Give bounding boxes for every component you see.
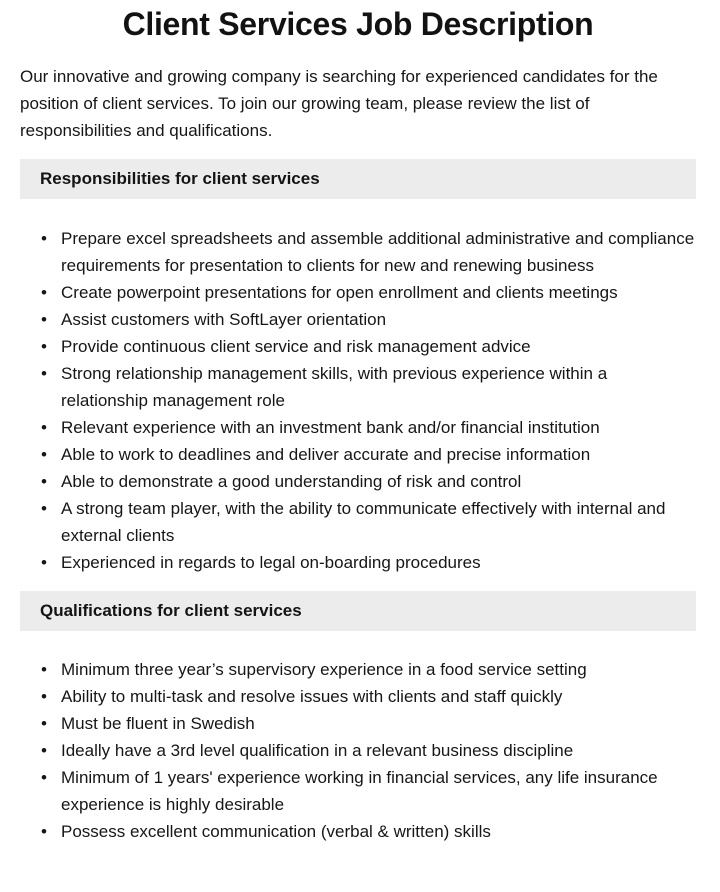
list-item: • Create powerpoint presentations for open enrollment and clients meetings bbox=[40, 279, 696, 306]
list-item: • Able to work to deadlines and deliver accurate and precise information bbox=[40, 441, 696, 468]
list-item: • Possess excellent communication (verbal & written) skills bbox=[40, 818, 696, 845]
list-item: • Ideally have a 3rd level qualification in a relevant business discipline bbox=[40, 737, 696, 764]
qualifications-section-heading: Qualifications for client services bbox=[40, 601, 302, 620]
list-item: • Ability to multi-task and resolve issues with clients and staff quickly bbox=[40, 683, 696, 710]
page-title: Client Services Job Description bbox=[122, 6, 594, 42]
list-item: • Must be fluent in Swedish bbox=[40, 710, 696, 737]
responsibilities-section-heading: Responsibilities for client services bbox=[40, 169, 320, 188]
list-item: • Assist customers with SoftLayer orientation bbox=[40, 306, 696, 333]
list-item: • Able to demonstrate a good understanding of risk and control bbox=[40, 468, 696, 495]
qualifications-section-bar bbox=[20, 591, 696, 631]
list-item: • Experienced in regards to legal on-boarding procedures bbox=[40, 549, 696, 576]
list-item: • Minimum three year’s supervisory experience in a food service setting bbox=[40, 656, 696, 683]
list-item: • Minimum of 1 years' experience working in financial services, any life insurance experience is highly desirable bbox=[40, 764, 696, 818]
list-item: • Provide continuous client service and risk management advice bbox=[40, 333, 696, 360]
responsibilities-section-bar bbox=[20, 159, 696, 199]
qualifications-list bbox=[20, 656, 696, 845]
responsibilities-list bbox=[20, 225, 696, 576]
list-item: • Relevant experience with an investment bank and/or financial institution bbox=[40, 414, 696, 441]
list-item: • Prepare excel spreadsheets and assemble additional administrative and compliance requirements for presentation to clients for new and renewing business bbox=[40, 225, 696, 279]
intro-paragraph: Our innovative and growing company is searching for experienced candidates for the position of client services. To join our growing team, please review the list of responsibilities and qualifications. bbox=[20, 67, 658, 140]
list-item: • Strong relationship management skills, with previous experience within a relationship management role bbox=[40, 360, 696, 414]
list-item: • A strong team player, with the ability to communicate effectively with internal and external clients bbox=[40, 495, 696, 549]
